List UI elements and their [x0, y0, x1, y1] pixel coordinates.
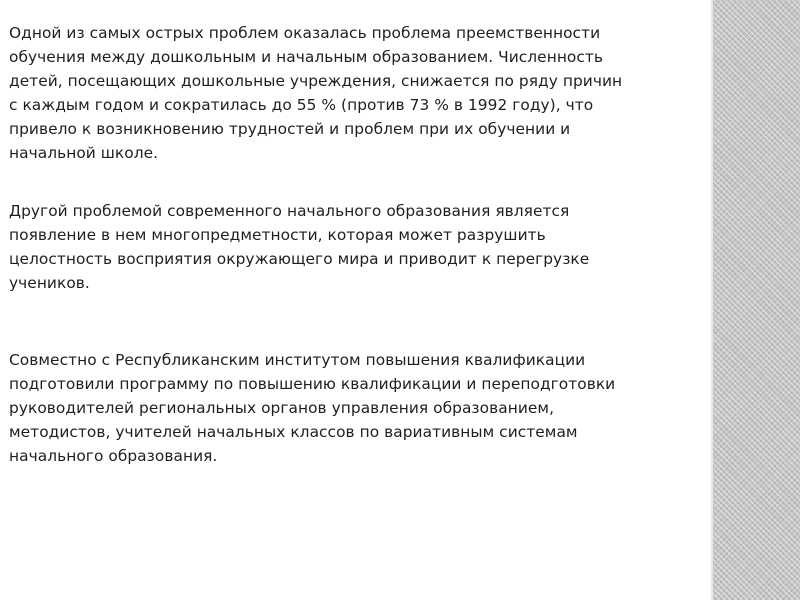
paragraph-multisubject-problem: Другой проблемой современного начального образования является появление в нем многопредметности, которая может разрушить целостность восприятия окружающего мира и приводит к перегрузке учеников. [9, 202, 590, 292]
paragraph-preschool-continuity: Одной из самых острых проблем оказалась проблема преемственности обучения между дошкольным и начальным образованием. Численность детей, посещающих дошкольные учреждения, снижается по ряду причин с каждым годом и сократилась до 55 % (против 73 % в 1992 году), что привело к возникновению трудностей и проблем при их обучении и начальной школе. [9, 24, 623, 162]
decorative-side-band [713, 0, 800, 600]
paragraph-training-program: Совместно с Республиканским институтом повышения квалификации подготовили программу по повышению квалификации и переподготовки руководителей региональных органов управления образованием, методистов, учителей начальных классов по вариативным системам начального образования. [9, 351, 616, 465]
